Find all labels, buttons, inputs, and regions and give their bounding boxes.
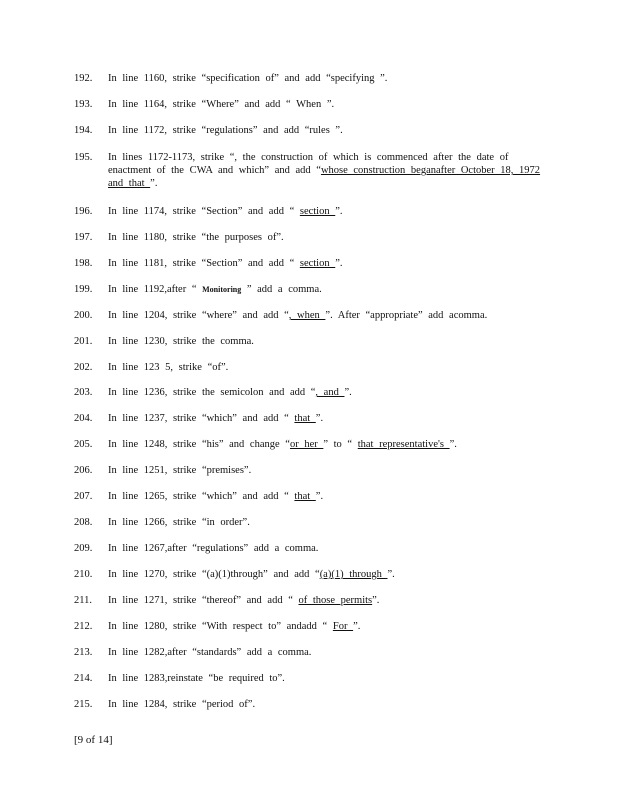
text-segment: ”. bbox=[372, 595, 380, 606]
inserted-text: , and bbox=[315, 387, 345, 398]
item-number: 210. bbox=[74, 569, 93, 580]
amendment-item bbox=[74, 594, 544, 607]
text-segment: In line 1266, strike “in order”. bbox=[108, 517, 250, 528]
item-text bbox=[108, 205, 544, 218]
item-text bbox=[108, 283, 544, 296]
text-segment: In line 1284, strike “period of”. bbox=[108, 699, 256, 710]
item-text bbox=[108, 231, 544, 244]
amendment-item bbox=[74, 464, 544, 477]
item-text bbox=[108, 672, 544, 685]
amendment-item bbox=[74, 516, 544, 529]
text-segment: In lines 1172-1173, strike “, the construction of which is commenced after the date of enactment of the CWA and which” and add “ bbox=[108, 152, 509, 176]
amendment-item bbox=[74, 257, 544, 270]
inserted-text: , when bbox=[288, 310, 326, 321]
inserted-text: that bbox=[294, 413, 316, 424]
inserted-text: (a)(1) through bbox=[319, 569, 388, 580]
item-number: 201. bbox=[74, 336, 93, 347]
amendment-item bbox=[74, 205, 544, 218]
text-segment: ”. After “appropriate” add acomma. bbox=[325, 310, 488, 321]
item-text bbox=[108, 412, 544, 425]
amendment-item bbox=[74, 412, 544, 425]
item-number: 194. bbox=[74, 125, 93, 136]
item-text bbox=[108, 309, 544, 322]
amendment-item bbox=[74, 98, 544, 111]
item-number: 196. bbox=[74, 206, 93, 217]
item-number: 208. bbox=[74, 517, 93, 528]
item-number: 192. bbox=[74, 73, 93, 84]
amendment-item bbox=[74, 386, 544, 399]
amendment-item bbox=[74, 335, 544, 348]
text-segment: In line 1230, strike the comma. bbox=[108, 336, 254, 347]
amendment-item bbox=[74, 646, 544, 659]
text-segment: In line 1181, strike “Section” and add “ bbox=[108, 258, 300, 269]
item-number: 206. bbox=[74, 465, 93, 476]
item-number: 193. bbox=[74, 99, 93, 110]
text-segment: In line 1251, strike “premises”. bbox=[108, 465, 252, 476]
text-segment: ”. bbox=[387, 569, 395, 580]
text-segment: ” add a comma. bbox=[241, 284, 322, 295]
text-segment: In line 1283,reinstate “be required to”. bbox=[108, 673, 285, 684]
text-segment: ”. bbox=[335, 206, 343, 217]
text-segment: ”. bbox=[315, 491, 324, 502]
amendment-item bbox=[74, 124, 544, 137]
text-segment: In line 1164, strike “Where” and add “ When ”. bbox=[108, 99, 335, 110]
text-segment: In line 1160, strike “specification of” and add “specifying ”. bbox=[108, 73, 388, 84]
inserted-text: section bbox=[299, 258, 336, 269]
amendment-item bbox=[74, 151, 544, 190]
item-number: 213. bbox=[74, 647, 93, 658]
item-number: 207. bbox=[74, 491, 93, 502]
text-segment: In line 1267,after “regulations” add a comma. bbox=[108, 543, 319, 554]
text-segment: ”. bbox=[150, 178, 158, 189]
item-text bbox=[108, 620, 544, 633]
amendment-item bbox=[74, 568, 544, 581]
item-text bbox=[108, 490, 544, 503]
amendment-item bbox=[74, 361, 544, 374]
item-number: 211. bbox=[74, 595, 92, 606]
item-number: 197. bbox=[74, 232, 93, 243]
text-segment: ”. bbox=[335, 258, 343, 269]
amendment-item bbox=[74, 620, 544, 633]
inserted-text: For bbox=[332, 621, 354, 632]
text-segment: In line 1180, strike “the purposes of”. bbox=[108, 232, 284, 243]
amendment-item bbox=[74, 283, 544, 296]
text-segment: In line 1270, strike “(a)(1)through” and add “ bbox=[108, 569, 320, 580]
item-text bbox=[108, 151, 544, 190]
item-text bbox=[108, 646, 544, 659]
item-text bbox=[108, 335, 544, 348]
inserted-text: of those permits bbox=[298, 595, 373, 606]
item-number: 203. bbox=[74, 387, 93, 398]
amendment-item bbox=[74, 698, 544, 711]
inserted-text: whose construction beganafter October 18, 1972 and that bbox=[108, 165, 541, 189]
text-segment: ”. bbox=[449, 439, 457, 450]
text-segment: Monitoring bbox=[202, 285, 242, 294]
item-text bbox=[108, 542, 544, 555]
item-text bbox=[108, 72, 544, 85]
text-segment: In line 1204, strike “where” and add “ bbox=[108, 310, 289, 321]
amendment-item bbox=[74, 490, 544, 503]
text-segment: In line 1280, strike “With respect to” andadd “ bbox=[108, 621, 333, 632]
inserted-text: that representative's bbox=[357, 439, 450, 450]
item-text bbox=[108, 438, 544, 451]
text-segment: In line 1172, strike “regulations” and add “rules ”. bbox=[108, 125, 343, 136]
item-number: 215. bbox=[74, 699, 93, 710]
item-text bbox=[108, 98, 544, 111]
amendment-item bbox=[74, 672, 544, 685]
text-segment: ”. bbox=[353, 621, 361, 632]
inserted-text: or her bbox=[289, 439, 324, 450]
text-segment: In line 1236, strike the semicolon and add “ bbox=[108, 387, 316, 398]
text-segment: In line 1271, strike “thereof” and add “ bbox=[108, 595, 299, 606]
item-number: 204. bbox=[74, 413, 93, 424]
item-number: 202. bbox=[74, 362, 93, 373]
item-number: 198. bbox=[74, 258, 93, 269]
item-text bbox=[108, 698, 544, 711]
page-footer: [9 of 14] bbox=[74, 734, 113, 746]
text-segment: ” to “ bbox=[323, 439, 358, 450]
item-number: 209. bbox=[74, 543, 93, 554]
amendment-item bbox=[74, 231, 544, 244]
text-segment: In line 123 5, strike “of”. bbox=[108, 362, 229, 373]
amendment-item bbox=[74, 542, 544, 555]
item-number: 195. bbox=[74, 152, 93, 163]
amendment-item bbox=[74, 309, 544, 322]
item-number: 205. bbox=[74, 439, 93, 450]
text-segment: ”. bbox=[344, 387, 352, 398]
item-number: 199. bbox=[74, 284, 93, 295]
item-number: 214. bbox=[74, 673, 93, 684]
item-text bbox=[108, 361, 544, 374]
item-text bbox=[108, 568, 544, 581]
text-segment: In line 1248, strike “his” and change “ bbox=[108, 439, 290, 450]
inserted-text: that bbox=[294, 491, 316, 502]
item-text bbox=[108, 594, 544, 607]
text-segment: In line 1192,after “ bbox=[108, 284, 203, 295]
inserted-text: section bbox=[299, 206, 336, 217]
text-segment: ”. bbox=[315, 413, 324, 424]
text-segment: In line 1265, strike “which” and add “ bbox=[108, 491, 295, 502]
item-text bbox=[108, 464, 544, 477]
item-text bbox=[108, 257, 544, 270]
amendment-item bbox=[74, 72, 544, 85]
text-segment: In line 1282,after “standards” add a comma. bbox=[108, 647, 312, 658]
item-text bbox=[108, 516, 544, 529]
text-segment: In line 1174, strike “Section” and add “ bbox=[108, 206, 300, 217]
item-text bbox=[108, 124, 544, 137]
item-text bbox=[108, 386, 544, 399]
item-number: 200. bbox=[74, 310, 93, 321]
text-segment: In line 1237, strike “which” and add “ bbox=[108, 413, 295, 424]
amendment-item bbox=[74, 438, 544, 451]
item-number: 212. bbox=[74, 621, 93, 632]
